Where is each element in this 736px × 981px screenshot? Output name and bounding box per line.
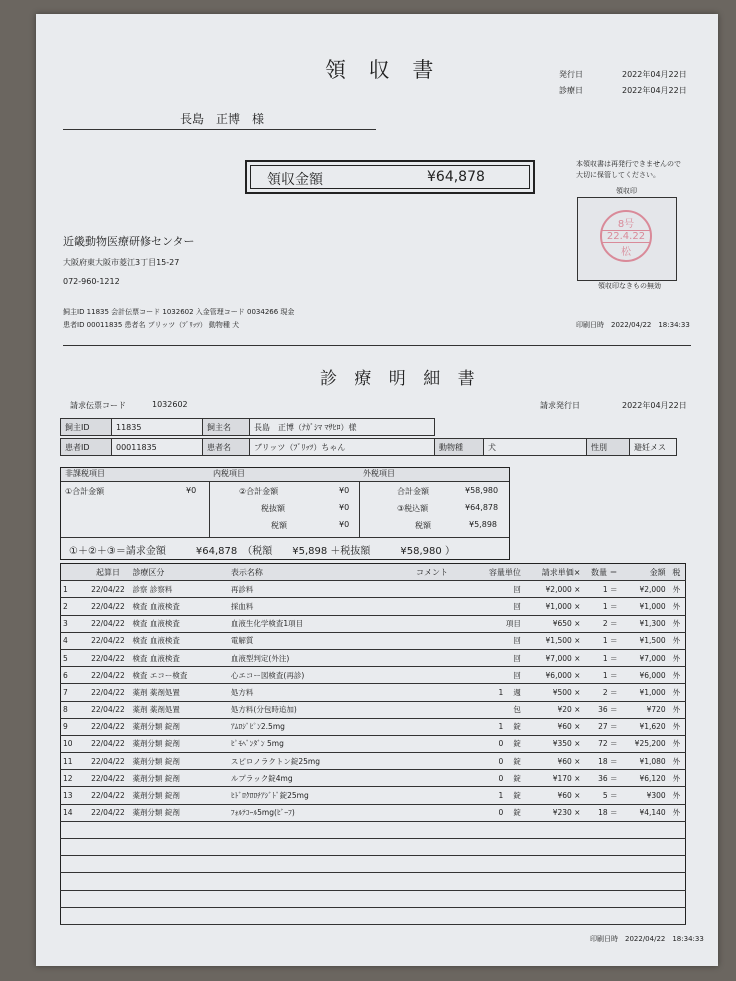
blank-row — [61, 873, 686, 890]
owner-name: 長島 正博（ﾅｶﾞｼﾏ ﾏｻﾋﾛ）様 — [250, 419, 435, 436]
patient-info-table — [60, 418, 443, 436]
table-row — [61, 787, 686, 804]
table-row — [61, 753, 686, 770]
cell-date: 22/04/22 — [85, 770, 130, 787]
cell-category: 薬剤 薬剤処置 — [130, 684, 228, 701]
cell-date: 22/04/22 — [85, 735, 130, 752]
cell-category: 検査 血液検査 — [130, 632, 228, 649]
cell-category: 薬剤分類 錠剤 — [130, 787, 228, 804]
notice-line2: 大切に保管してください。 — [576, 171, 660, 179]
cell-price: ¥60 × — [523, 787, 583, 804]
cell-no: 3 — [61, 615, 86, 632]
ids-line2: 患者ID 00011835 患者名 ブリッツ（ﾌﾞﾘｯﾂ） 動物種 犬 — [63, 321, 240, 329]
slip-code: 1032602 — [152, 400, 188, 409]
cell-comment — [393, 718, 471, 735]
cell-no: 12 — [61, 770, 86, 787]
cell-qty: 36 ＝ — [582, 701, 619, 718]
cell-amount: ¥1,500 — [620, 632, 668, 649]
blank-row — [61, 907, 686, 924]
summary-outtax: 外税項目 合計金額 ¥58,980 ③税込額 ¥64,878 税額 ¥5,898 — [359, 468, 509, 537]
cell-qty: 1 ＝ — [582, 581, 619, 598]
stamp-label: 領収印 — [616, 187, 637, 195]
cell-unit: 回 — [471, 632, 523, 649]
clinic-phone: 072-960-1212 — [63, 277, 120, 286]
clinic-address: 大阪府東大阪市菱江3丁目15-27 — [63, 258, 180, 267]
cell-category: 薬剤分類 錠剤 — [130, 804, 228, 821]
cell-amount: ¥1,300 — [620, 615, 668, 632]
cell-category: 薬剤分類 錠剤 — [130, 735, 228, 752]
cell-price: ¥650 × — [523, 615, 583, 632]
cell-unit: 包 — [471, 701, 523, 718]
amount-value: ¥64,878 — [427, 169, 485, 185]
patient-name-label: 患者名 — [203, 439, 250, 456]
cell-comment — [393, 667, 471, 684]
statement-issue-date: 2022年04月22日 — [622, 401, 687, 410]
cell-date: 22/04/22 — [85, 632, 130, 649]
col-tax: 税 — [668, 564, 686, 581]
cell-unit: 0 錠 — [471, 770, 523, 787]
cell-unit: 回 — [471, 598, 523, 615]
cell-date: 22/04/22 — [85, 701, 130, 718]
cell-comment — [393, 598, 471, 615]
col-price: 請求単価× — [523, 564, 583, 581]
col-unit: 容量単位 — [471, 564, 523, 581]
blank-row — [61, 821, 686, 838]
cell-tax: 外 — [668, 598, 686, 615]
slip-code-label: 請求伝票コード — [70, 401, 126, 410]
receipt-stamp: 8号 22.4.22 松 — [600, 210, 652, 262]
col-name: 表示名称 — [229, 564, 393, 581]
customer-name: 長島 正博 様 — [180, 112, 265, 126]
issue-date: 2022年04月22日 — [622, 70, 687, 79]
cell-name: 血液型判定(外注) — [229, 649, 393, 666]
clinic-name: 近畿動物医療研修センター — [63, 235, 195, 248]
cell-tax: 外 — [668, 735, 686, 752]
sex-label: 性別 — [587, 439, 630, 456]
cell-qty: 27 ＝ — [582, 718, 619, 735]
receipt-print-time: 印刷日時 2022/04/22 18:34:33 — [576, 321, 690, 329]
cell-name: 電解質 — [229, 632, 393, 649]
patient-info-table-row2 — [60, 438, 677, 456]
cell-qty: 72 ＝ — [582, 735, 619, 752]
cell-tax: 外 — [668, 667, 686, 684]
cell-qty: 2 ＝ — [582, 684, 619, 701]
cell-unit: 回 — [471, 667, 523, 684]
cell-no: 10 — [61, 735, 86, 752]
cell-comment — [393, 753, 471, 770]
cell-tax: 外 — [668, 804, 686, 821]
blank-row — [61, 856, 686, 873]
cell-price: ¥350 × — [523, 735, 583, 752]
cell-price: ¥2,000 × — [523, 581, 583, 598]
cell-comment — [393, 787, 471, 804]
table-row — [61, 718, 686, 735]
cell-no: 1 — [61, 581, 86, 598]
cell-price: ¥60 × — [523, 718, 583, 735]
cell-name: 再診料 — [229, 581, 393, 598]
statement-issue-label: 請求発行日 — [540, 401, 580, 410]
cell-unit: 0 錠 — [471, 735, 523, 752]
cell-no: 11 — [61, 753, 86, 770]
col-category: 診療区分 — [130, 564, 228, 581]
cell-date: 22/04/22 — [85, 753, 130, 770]
cell-name: 血液生化学検査1項目 — [229, 615, 393, 632]
col-amount: 金額 — [620, 564, 668, 581]
cell-comment — [393, 804, 471, 821]
cell-qty: 36 ＝ — [582, 770, 619, 787]
notice-line1: 本領収書は再発行できませんので — [576, 160, 681, 168]
cell-qty: 5 ＝ — [582, 787, 619, 804]
receipt-title: 領 収 書 — [325, 58, 442, 82]
cell-category: 診察 診察料 — [130, 581, 228, 598]
cell-tax: 外 — [668, 718, 686, 735]
cell-amount: ¥7,000 — [620, 649, 668, 666]
table-row — [61, 735, 686, 752]
cell-unit: 回 — [471, 649, 523, 666]
cell-name: 処方料(分包時追加) — [229, 701, 393, 718]
cell-tax: 外 — [668, 753, 686, 770]
receipt-paper — [36, 14, 718, 966]
cell-category: 検査 エコー検査 — [130, 667, 228, 684]
cell-qty: 1 ＝ — [582, 598, 619, 615]
cell-qty: 2 ＝ — [582, 615, 619, 632]
cell-no: 14 — [61, 804, 86, 821]
cell-comment — [393, 735, 471, 752]
cell-no: 9 — [61, 718, 86, 735]
cell-comment — [393, 701, 471, 718]
cell-date: 22/04/22 — [85, 598, 130, 615]
cell-amount: ¥6,000 — [620, 667, 668, 684]
summary-nontax: 非課税項目 ①合計金額 ¥0 — [61, 468, 210, 537]
cell-tax: 外 — [668, 701, 686, 718]
cell-unit: 回 — [471, 581, 523, 598]
cell-name: ﾌｫﾙﾃｺｰﾙ5mg(ﾋﾞｰﾌ) — [229, 804, 393, 821]
blank-row — [61, 839, 686, 856]
cell-amount: ¥1,000 — [620, 684, 668, 701]
cell-no: 5 — [61, 649, 86, 666]
cell-amount: ¥6,120 — [620, 770, 668, 787]
cell-amount: ¥300 — [620, 787, 668, 804]
cell-category: 検査 血液検査 — [130, 598, 228, 615]
cell-price: ¥1,500 × — [523, 632, 583, 649]
col-qty: 数量 ＝ — [582, 564, 619, 581]
customer-underline — [63, 129, 376, 130]
cell-comment — [393, 684, 471, 701]
cell-name: 心エコー図検査(再診) — [229, 667, 393, 684]
cell-name: ｱﾑﾛｼﾞﾋﾟﾝ2.5mg — [229, 718, 393, 735]
table-row — [61, 667, 686, 684]
cell-qty: 1 ＝ — [582, 667, 619, 684]
blank-row — [61, 890, 686, 907]
cell-tax: 外 — [668, 684, 686, 701]
visit-date-label: 診療日 — [559, 86, 583, 95]
footer-print-time: 印刷日時 2022/04/22 18:34:33 — [590, 935, 704, 943]
cell-comment — [393, 632, 471, 649]
table-row — [61, 701, 686, 718]
owner-id: 11835 — [112, 419, 203, 436]
summary-box — [60, 467, 510, 560]
cell-price: ¥20 × — [523, 701, 583, 718]
col-date: 起算日 — [85, 564, 130, 581]
cell-name: ﾋﾟﾓﾍﾞﾝﾀﾞﾝ 5mg — [229, 735, 393, 752]
summary-formula: ①＋②＋③＝請求金額 ¥64,878 （税額 ¥5,898 ＋税抜額 ¥58,980 ） — [69, 546, 455, 557]
cell-category: 検査 血液検査 — [130, 615, 228, 632]
cell-qty: 18 ＝ — [582, 753, 619, 770]
cell-name: 処方料 — [229, 684, 393, 701]
cell-tax: 外 — [668, 787, 686, 804]
cell-price: ¥60 × — [523, 753, 583, 770]
cell-date: 22/04/22 — [85, 804, 130, 821]
table-row — [61, 770, 686, 787]
cell-category: 薬剤分類 錠剤 — [130, 770, 228, 787]
cell-date: 22/04/22 — [85, 667, 130, 684]
cell-no: 8 — [61, 701, 86, 718]
cell-date: 22/04/22 — [85, 581, 130, 598]
cell-date: 22/04/22 — [85, 787, 130, 804]
cell-unit: 1 錠 — [471, 718, 523, 735]
detail-table — [60, 563, 686, 925]
cell-amount: ¥2,000 — [620, 581, 668, 598]
cell-category: 検査 血液検査 — [130, 649, 228, 666]
cell-no: 7 — [61, 684, 86, 701]
cell-date: 22/04/22 — [85, 649, 130, 666]
col-comment: コメント — [393, 564, 471, 581]
cell-tax: 外 — [668, 615, 686, 632]
cell-unit: 1 週 — [471, 684, 523, 701]
cell-no: 6 — [61, 667, 86, 684]
cell-name: ﾋﾄﾞﾛｸﾛﾛﾁｱｼﾞﾄﾞ錠25mg — [229, 787, 393, 804]
cell-amount: ¥1,620 — [620, 718, 668, 735]
table-row — [61, 804, 686, 821]
amount-box — [245, 160, 535, 194]
table-row — [61, 649, 686, 666]
stamp-note: 領収印なきもの無効 — [598, 282, 661, 290]
cell-date: 22/04/22 — [85, 718, 130, 735]
cell-comment — [393, 615, 471, 632]
cell-name: ルプラック錠4mg — [229, 770, 393, 787]
patient-id-label: 患者ID — [61, 439, 112, 456]
cell-qty: 1 ＝ — [582, 649, 619, 666]
amount-label: 領収金額 — [267, 172, 323, 188]
cell-tax: 外 — [668, 649, 686, 666]
owner-id-label: 飼主ID — [61, 419, 112, 436]
cell-comment — [393, 581, 471, 598]
table-row — [61, 598, 686, 615]
cell-category: 薬剤 薬剤処置 — [130, 701, 228, 718]
patient-name: ブリッツ（ﾌﾞﾘｯﾂ）ちゃん — [250, 439, 435, 456]
cell-unit: 0 錠 — [471, 804, 523, 821]
cell-unit: 0 錠 — [471, 753, 523, 770]
cell-date: 22/04/22 — [85, 684, 130, 701]
cell-no: 13 — [61, 787, 86, 804]
cell-unit: 1 錠 — [471, 787, 523, 804]
cell-amount: ¥1,080 — [620, 753, 668, 770]
cell-amount: ¥25,200 — [620, 735, 668, 752]
cell-tax: 外 — [668, 581, 686, 598]
summary-intax: 内税項目 ②合計金額 ¥0 税抜額 ¥0 税額 ¥0 — [209, 468, 360, 537]
owner-name-label: 飼主名 — [203, 419, 250, 436]
section-divider — [63, 345, 691, 346]
cell-price: ¥500 × — [523, 684, 583, 701]
cell-no: 2 — [61, 598, 86, 615]
cell-tax: 外 — [668, 632, 686, 649]
cell-unit: 項目 — [471, 615, 523, 632]
table-row — [61, 615, 686, 632]
cell-price: ¥230 × — [523, 804, 583, 821]
cell-price: ¥6,000 × — [523, 667, 583, 684]
cell-amount: ¥720 — [620, 701, 668, 718]
cell-comment — [393, 770, 471, 787]
patient-id: 00011835 — [112, 439, 203, 456]
species-label: 動物種 — [435, 439, 484, 456]
table-row — [61, 581, 686, 598]
cell-date: 22/04/22 — [85, 615, 130, 632]
sex: 避妊メス — [630, 439, 677, 456]
cell-qty: 18 ＝ — [582, 804, 619, 821]
cell-tax: 外 — [668, 770, 686, 787]
cell-price: ¥7,000 × — [523, 649, 583, 666]
table-row — [61, 632, 686, 649]
cell-no: 4 — [61, 632, 86, 649]
species: 犬 — [484, 439, 587, 456]
visit-date: 2022年04月22日 — [622, 86, 687, 95]
detail-header-row — [61, 564, 686, 581]
cell-price: ¥1,000 × — [523, 598, 583, 615]
cell-category: 薬剤分類 錠剤 — [130, 753, 228, 770]
cell-amount: ¥4,140 — [620, 804, 668, 821]
cell-amount: ¥1,000 — [620, 598, 668, 615]
stamp-box — [577, 197, 677, 281]
ids-line1: 飼主ID 11835 会計伝票コード 1032602 入金管理コード 0034266 現金 — [63, 308, 295, 316]
cell-qty: 1 ＝ — [582, 632, 619, 649]
cell-category: 薬剤分類 錠剤 — [130, 718, 228, 735]
cell-price: ¥170 × — [523, 770, 583, 787]
issue-date-label: 発行日 — [559, 70, 583, 79]
statement-title: 診 療 明 細 書 — [320, 369, 481, 389]
table-row — [61, 684, 686, 701]
cell-name: 採血料 — [229, 598, 393, 615]
cell-comment — [393, 649, 471, 666]
cell-name: スピロノラクトン錠25mg — [229, 753, 393, 770]
